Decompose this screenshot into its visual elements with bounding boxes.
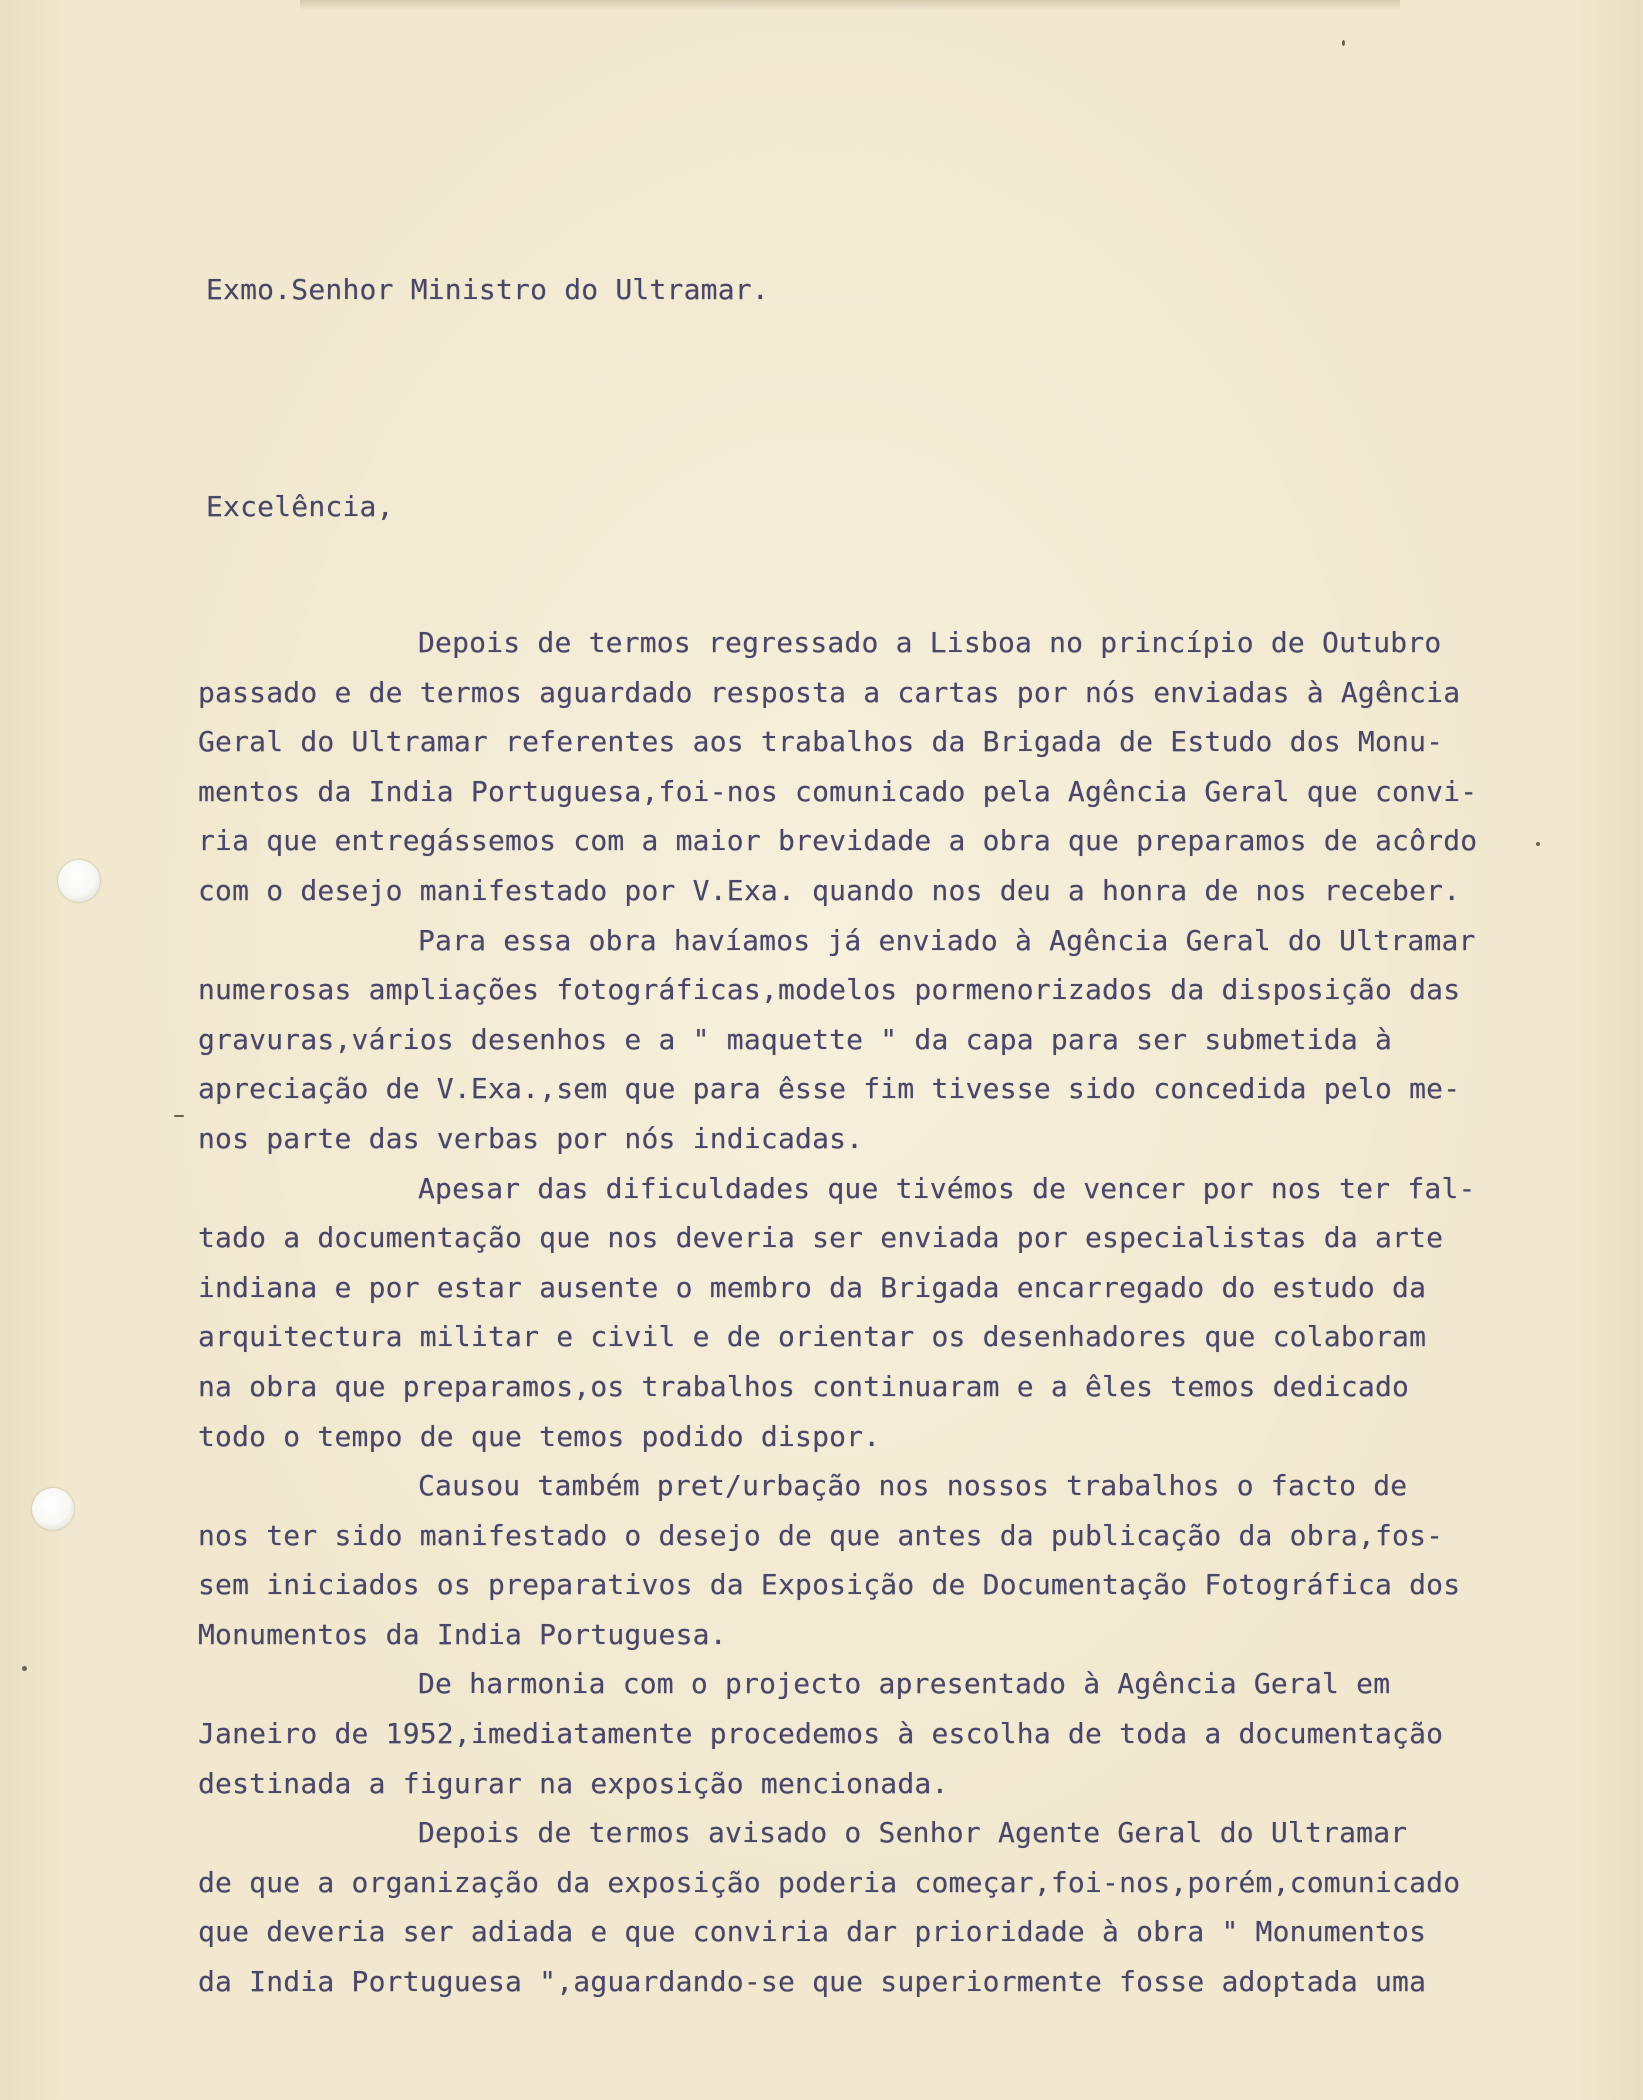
letter-body xyxy=(198,618,1478,2007)
body-line: nos ter sido manifestado o desejo de que antes da publicação da obra,fos- xyxy=(198,1518,1444,1552)
paragraph-first-line: Para essa obra havíamos já enviado à Agência Geral do Ultramar xyxy=(418,923,1476,957)
body-line: que deveria ser adiada e que conviria dar prioridade à obra " Monumentos xyxy=(198,1915,1427,1949)
body-line: indiana e por estar ausente o membro da Brigada encarregado do estudo da xyxy=(198,1270,1427,1304)
paper-speck xyxy=(1536,842,1540,846)
body-line: numerosas ampliações fotográficas,modelos pormenorizados da disposição das xyxy=(198,973,1461,1007)
paper-speck xyxy=(174,1115,184,1117)
paragraph-first-line: Causou também pret/urbação nos nossos trabalhos o facto de xyxy=(418,1469,1408,1503)
body-line: com o desejo manifestado por V.Exa. quando nos deu a honra de nos receber. xyxy=(198,873,1461,907)
paper-speck xyxy=(1342,40,1345,46)
body-line: destinada a figurar na exposição mencionada. xyxy=(198,1766,949,1800)
paper-edge-shadow xyxy=(300,0,1400,10)
paragraph-first-line: Depois de termos avisado o Senhor Agente Geral do Ultramar xyxy=(418,1816,1408,1850)
body-line: na obra que preparamos,os trabalhos continuaram e a êles temos dedicado xyxy=(198,1369,1410,1403)
paper-speck xyxy=(22,1666,27,1671)
body-line: todo o tempo de que temos podido dispor. xyxy=(198,1419,881,1453)
paragraph-first-line: Depois de termos regressado a Lisboa no princípio de Outubro xyxy=(418,626,1442,659)
greeting-line: Excelência, xyxy=(206,490,394,523)
paragraph-first-line: De harmonia com o projecto apresentado à Agência Geral em xyxy=(418,1667,1391,1701)
body-line: passado e de termos aguardado resposta a cartas por nós enviadas à Agência xyxy=(198,675,1461,709)
addressee-line: Exmo.Senhor Ministro do Ultramar. xyxy=(206,273,769,306)
body-line: da India Portuguesa ",aguardando-se que superiormente fosse adoptada uma xyxy=(198,1965,1427,1999)
punch-hole xyxy=(58,860,100,902)
body-line: Monumentos da India Portuguesa. xyxy=(198,1617,727,1651)
body-line: tado a documentação que nos deveria ser enviada por especialistas da arte xyxy=(198,1221,1444,1255)
body-line: Geral do Ultramar referentes aos trabalhos da Brigada de Estudo dos Monu- xyxy=(198,725,1444,759)
body-line: nos parte das verbas por nós indicadas. xyxy=(198,1121,864,1155)
body-line: apreciação de V.Exa.,sem que para êsse fim tivesse sido concedida pelo me- xyxy=(198,1072,1461,1106)
body-line: Janeiro de 1952,imediatamente procedemos à escolha de toda a documentação xyxy=(198,1717,1444,1751)
body-line: arquitectura militar e civil e de orientar os desenhadores que colaboram xyxy=(198,1320,1427,1354)
body-line: ria que entregássemos com a maior brevidade a obra que preparamos de acôrdo xyxy=(198,824,1478,858)
punch-hole xyxy=(32,1488,74,1530)
body-line: gravuras,vários desenhos e a " maquette " da capa para ser submetida à xyxy=(198,1022,1393,1056)
body-line: mentos da India Portuguesa,foi-nos comunicado pela Agência Geral que convi- xyxy=(198,774,1478,808)
body-line: de que a organização da exposição poderia começar,foi-nos,porém,comunicado xyxy=(198,1865,1461,1899)
body-line: sem iniciados os preparativos da Exposição de Documentação Fotográfica dos xyxy=(198,1568,1461,1602)
paragraph-first-line: Apesar das dificuldades que tivémos de vencer por nos ter fal- xyxy=(418,1171,1476,1205)
